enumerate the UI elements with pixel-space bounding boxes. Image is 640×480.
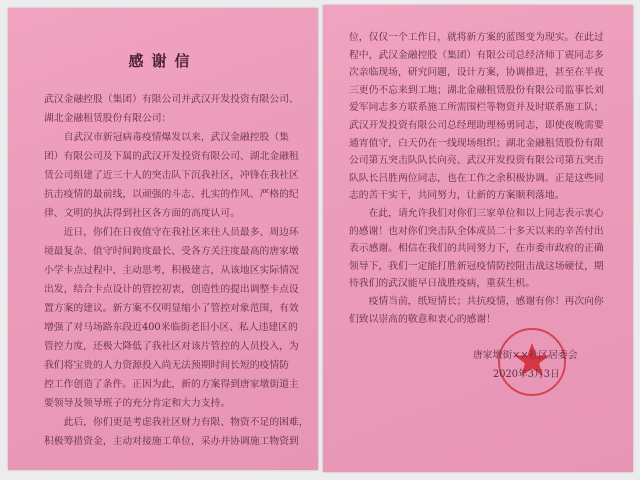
letter-body-right bbox=[349, 29, 604, 328]
official-seal bbox=[497, 327, 567, 397]
date: 2020年3月3日 bbox=[493, 369, 560, 380]
text-line: 们致以崇高的敬意和衷心的感谢！ bbox=[349, 313, 496, 325]
text-line: 控工作创造了条件。正因为此，新的方案得到唐家墩街道主 bbox=[44, 379, 299, 390]
text-line: 我们将宝贵的人力资源投入尚无法预期时间长短的疫情防 bbox=[44, 360, 289, 371]
letter-title: 感谢信 bbox=[128, 52, 198, 70]
text-line: 抗击疫情的最前线，以顽强的斗志、扎实的作风、严格的纪 bbox=[44, 189, 299, 200]
text-line: 疫情当前，纸短情长；共抗疫情，感谢有你！再次向你 bbox=[349, 295, 604, 307]
text-line: 待我们的武汉能早日战胜疫病，重获生机。 bbox=[349, 278, 536, 290]
text-line: 位，仅仅一个工作日，就将新方案的蓝图变为现实。在此过 bbox=[349, 32, 604, 43]
text-line: 次亲临现场，研究问题，设计方案，协调推进，甚至在半夜 bbox=[349, 67, 604, 79]
text-line: 增强了对马场路东段近400米临街老旧小区、私人违建区的 bbox=[44, 322, 298, 333]
text-line: 置方案的建议。新方案不仅明显缩小了管控对象范围，有效 bbox=[44, 303, 299, 314]
text-line: 爱军同志多方联系施工所需围栏等物资并及时联系施工队； bbox=[349, 102, 604, 114]
text-line: 志的苦干实干，共同努力，让新的方案顺利落地。 bbox=[349, 190, 565, 202]
text-line: 近日，你们在日夜值守在我社区来往人员最多、周边环 bbox=[44, 227, 299, 238]
signature: 唐家墩街××社区居委会 bbox=[473, 350, 578, 361]
text-line: 武汉开发投资有限公司总经理助理杨勇同志，即使夜晚需要 bbox=[349, 119, 604, 131]
text-line: 小学卡点过程中，主动思考，积极建言，从该地区实际情况 bbox=[44, 265, 299, 276]
text-line: 出发，结合卡点设计的管控初衷，创造性的提出调整卡点设 bbox=[44, 284, 299, 295]
text-line: 赁公司组建了近三十人的突击队下沉我社区，冲锋在我社区 bbox=[44, 170, 299, 181]
text-line: 通宵值守，白天仍在一线现场组织；湖北金融租赁股份有限 bbox=[349, 137, 604, 149]
text-line: 管控力度，还极大降低了我社区对该片管控的人员投入，为 bbox=[44, 341, 299, 352]
text-line: 要领导及领导班子的充分肯定和大力支持。 bbox=[44, 398, 231, 409]
text-line: 律、文明的执法得到社区各方面的高度认可。 bbox=[44, 208, 240, 219]
text-line: 自武汉市新冠病毒疫情爆发以来，武汉金融控股（集 bbox=[44, 132, 289, 143]
text-line: 湖北金融租赁股份有限公司： bbox=[44, 113, 172, 124]
text-line: 队队长吕胜两位同志，也在工作之余积极协调。正是这些同 bbox=[349, 172, 604, 184]
letter-body-left bbox=[44, 90, 309, 451]
letter-page-right bbox=[323, 5, 633, 472]
text-line: 公司第五突击队队长向亮、武汉开发投资有限公司第五突击 bbox=[349, 155, 604, 167]
text-line: 程中，武汉金融控股（集团）有限公司总经济师丁震同志多 bbox=[349, 49, 604, 61]
text-line: 此后，你们更是考虑我社区财力有限、物资不足的困难， bbox=[44, 417, 309, 428]
text-line: 表示感谢。相信在我们的共同努力下，在市委市政府的正确 bbox=[349, 243, 604, 255]
text-line: 领导下，我们一定能打胜新冠疫情防控阻击战这场硬仗，期 bbox=[349, 260, 604, 272]
text-line: 境最复杂、值守时间跨度最长、受各方关注度最高的唐家墩 bbox=[44, 246, 299, 257]
text-line: 武汉金融控股（集团）有限公司并武汉开发投资有限公司、 bbox=[44, 94, 299, 105]
text-line: 积极筹措资金，主动对接施工单位，采办并协调施工物资到 bbox=[44, 436, 299, 447]
text-line: 在此，请允许我们对你们三家单位和以上同志表示衷心 bbox=[349, 207, 604, 219]
text-line: 三更仍不忘来到工地；湖北金融租赁股份有限公司监事长刘 bbox=[349, 84, 604, 96]
text-line: 团）有限公司及下属的武汉开发投资有限公司、湖北金融租 bbox=[44, 151, 299, 162]
letter-page-left bbox=[8, 8, 318, 470]
text-line: 的感谢！也对你们突击队全体成员二十多天以来的辛苦付出 bbox=[349, 225, 604, 237]
